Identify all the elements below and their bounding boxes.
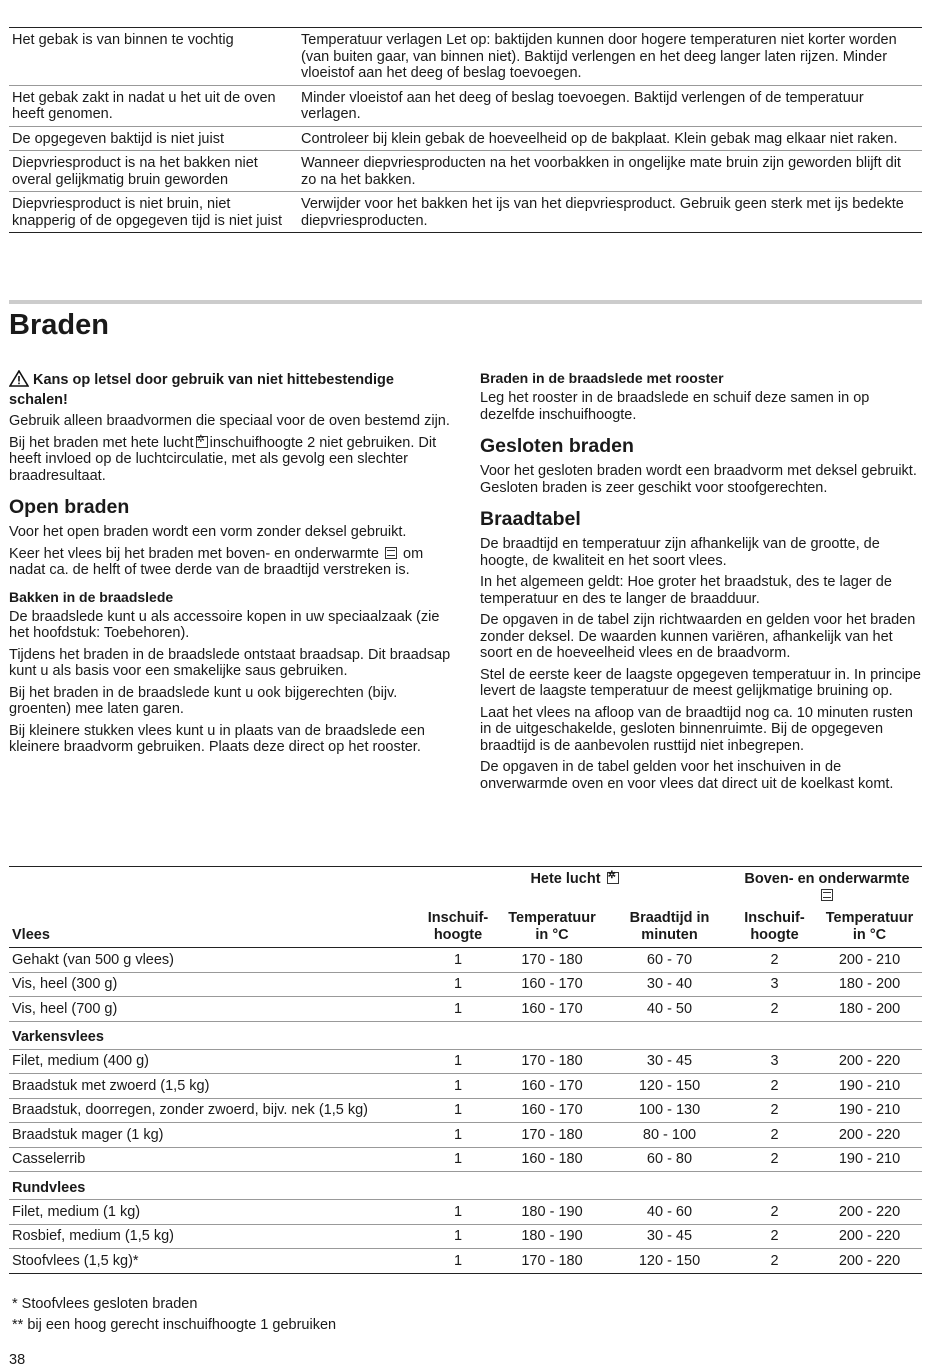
paragraph: Stel de eerste keer de laagste opgegeven temperatuur in. In principe levert de laagste temperatuur de meest gelijkmatige bruining op.	[480, 666, 921, 699]
value-cell: 1	[419, 1224, 497, 1249]
value-cell: 160 - 170	[497, 1074, 607, 1099]
value-cell: 40 - 60	[607, 1200, 732, 1225]
troubleshooting-table	[9, 27, 922, 233]
rows-group	[9, 948, 922, 1022]
text-span: Bij het braden met hete lucht	[9, 434, 194, 451]
value-cell: 2	[732, 948, 817, 973]
rows-group	[9, 1049, 922, 1172]
value-cell: 170 - 180	[497, 948, 607, 973]
value-cell: 40 - 50	[607, 997, 732, 1022]
table-row	[9, 972, 922, 997]
section-row	[9, 1172, 922, 1200]
problem-cell: De opgegeven baktijd is niet juist	[12, 130, 224, 147]
group-header-row	[9, 867, 922, 905]
value-cell: 1	[419, 1123, 497, 1148]
warning-triangle-icon	[9, 370, 29, 392]
paragraph: Voor het open braden wordt een vorm zonder deksel gebruikt.	[9, 524, 407, 540]
value-cell: 160 - 170	[497, 972, 607, 997]
value-cell: 60 - 70	[607, 948, 732, 973]
problem-cell: Diepvriesproduct is niet bruin, niet knapperig of de opgegeven tijd is niet juist	[12, 196, 283, 229]
roast-table	[9, 866, 922, 1274]
value-cell: 80 - 100	[607, 1123, 732, 1148]
table-row	[9, 1249, 922, 1274]
solution-cell: Controleer bij klein gebak de hoeveelheid op de bakplaat. Klein gebak mag elkaar niet raken.	[301, 130, 898, 147]
meat-cell: Rosbief, medium (1,5 kg)	[9, 1224, 419, 1249]
value-cell: 100 - 130	[607, 1098, 732, 1123]
table-row	[9, 1224, 922, 1249]
value-cell: 2	[732, 1098, 817, 1123]
meat-cell: Filet, medium (1 kg)	[9, 1200, 419, 1225]
paragraph: Bij kleinere stukken vlees kunt u in plaats van de braadslede een kleinere braadvorm gebruiken. Plaats deze direct op het rooster.	[9, 722, 425, 755]
footnote: ** bij een hoog gerecht inschuifhoogte 1 gebruiken	[12, 1316, 337, 1333]
section-heading-braadtabel: Braadtabel	[480, 508, 581, 530]
meat-cell: Gehakt (van 500 g vlees)	[9, 948, 419, 973]
top-bottom-heat-icon	[385, 547, 397, 559]
value-cell: 200 - 220	[817, 1200, 922, 1225]
value-cell: 1	[419, 972, 497, 997]
value-cell: 160 - 170	[497, 997, 607, 1022]
subheading-braadslede: Bakken in de braadslede	[9, 588, 174, 605]
warning-heading	[9, 370, 454, 408]
column-header: Temperatuur in °C	[497, 904, 607, 948]
solution-cell: Verwijder voor het bakken het ijs van het diepvriesproduct. Gebruik geen sterk met ijs bedekte diepvriesproducten.	[301, 196, 904, 229]
value-cell: 2	[732, 1249, 817, 1274]
value-cell: 190 - 210	[817, 1098, 922, 1123]
group-label: Boven- en onderwarmte	[744, 871, 910, 887]
warning-paragraph: Gebruik alleen braadvormen die speciaal voor de oven bestemd zijn.	[9, 413, 450, 429]
meat-cell: Stoofvlees (1,5 kg)*	[9, 1249, 419, 1274]
meat-cell: Casselerrib	[9, 1147, 419, 1172]
table-row	[9, 151, 922, 192]
group-label: Hete lucht	[530, 871, 601, 887]
column-header-row	[9, 904, 922, 948]
value-cell: 3	[732, 1049, 817, 1074]
value-cell: 200 - 220	[817, 1049, 922, 1074]
value-cell: 60 - 80	[607, 1147, 732, 1172]
table-row	[9, 1049, 922, 1074]
text-span: inschuifhoogte 2 niet gebruiken. Dit heeft invloed op de luchtcirculatie, met als gevolg een slechter braadresultaat.	[9, 434, 437, 484]
solution-cell: Wanneer diepvriesproducten na het voorbakken in ongelijke mate bruin zijn geworden blijft dit zo na het bakken.	[301, 155, 901, 188]
section-heading-open: Open braden	[9, 496, 130, 518]
meat-cell: Filet, medium (400 g)	[9, 1049, 419, 1074]
solution-cell: Temperatuur verlagen Let op: baktijden kunnen door hogere temperaturen niet korter worden (van buiten gaar, van binnen niet). Baktijd verlengen en het deeg langer laten rijzen. Minder vloeistof aan het deeg of beslag toevoegen.	[301, 32, 897, 81]
paragraph: De opgaven in de tabel zijn richtwaarden en gelden voor het braden zonder deksel. De waarden kunnen variëren, afhankelijk van het soort en de hoeveelheid vlees en de braadvorm.	[480, 612, 916, 661]
value-cell: 200 - 220	[817, 1249, 922, 1274]
section-heading-gesloten: Gesloten braden	[480, 435, 634, 457]
paragraph: Leg het rooster in de braadslede en schuif deze samen in op dezelfde inschuifhoogte.	[480, 390, 870, 423]
solution-cell: Minder vloeistof aan het deeg of beslag toevoegen. Baktijd verlengen of de temperatuur verlagen.	[301, 89, 864, 122]
column-header: Vlees	[9, 904, 419, 948]
meat-cell: Vis, heel (300 g)	[9, 972, 419, 997]
value-cell: 170 - 180	[497, 1249, 607, 1274]
table-row	[9, 28, 922, 86]
value-cell: 180 - 190	[497, 1200, 607, 1225]
problem-cell: Het gebak is van binnen te vochtig	[12, 32, 234, 48]
section-row	[9, 1021, 922, 1049]
value-cell: 180 - 190	[497, 1224, 607, 1249]
table-row	[9, 86, 922, 127]
hot-air-icon	[196, 436, 208, 448]
subheading-rooster: Braden in de braadslede met rooster	[480, 370, 724, 386]
value-cell: 200 - 220	[817, 1224, 922, 1249]
footnote: * Stoofvlees gesloten braden	[12, 1296, 198, 1312]
value-cell: 170 - 180	[497, 1123, 607, 1148]
page-title: Braden	[9, 309, 109, 341]
meat-cell: Braadstuk, doorregen, zonder zwoerd, bijv. nek (1,5 kg)	[9, 1098, 419, 1123]
warning-text: Kans op letsel door gebruik van niet hittebestendige schalen!	[9, 372, 394, 408]
value-cell: 1	[419, 1074, 497, 1099]
value-cell: 1	[419, 948, 497, 973]
warning-paragraph	[9, 435, 454, 485]
table-row	[9, 127, 922, 152]
paragraph: Tijdens het braden in de braadslede ontstaat braadsap. Dit braadsap kunt u als basis voor een smakelijke saus gebruiken.	[9, 646, 451, 679]
paragraph	[9, 546, 454, 579]
meat-cell: Braadstuk mager (1 kg)	[9, 1123, 419, 1148]
value-cell: 170 - 180	[497, 1049, 607, 1074]
paragraph: De braadtijd en temperatuur zijn afhankelijk van de grootte, de hoogte, de kwaliteit en het soort vlees.	[480, 536, 880, 569]
paragraph: De opgaven in de tabel gelden voor het inschuiven in de onverwarmde oven en voor vlees dat direct uit de koelkast komt.	[480, 759, 894, 792]
column-header: Temperatuur in °C	[817, 904, 922, 948]
value-cell: 1	[419, 1249, 497, 1274]
group-header-top-bottom	[732, 867, 922, 905]
value-cell: 180 - 200	[817, 997, 922, 1022]
value-cell: 2	[732, 1224, 817, 1249]
value-cell: 2	[732, 1123, 817, 1148]
meat-cell: Braadstuk met zwoerd (1,5 kg)	[9, 1074, 419, 1099]
rows-group	[9, 1200, 922, 1274]
value-cell: 200 - 220	[817, 1123, 922, 1148]
column-header: Inschuif-hoogte	[732, 904, 817, 948]
value-cell: 1	[419, 997, 497, 1022]
value-cell: 2	[732, 1147, 817, 1172]
value-cell: 120 - 150	[607, 1074, 732, 1099]
value-cell: 2	[732, 1074, 817, 1099]
section-divider	[9, 300, 922, 304]
value-cell: 1	[419, 1098, 497, 1123]
value-cell: 30 - 40	[607, 972, 732, 997]
table-row	[9, 997, 922, 1022]
group-header-hot-air	[419, 867, 732, 905]
column-header: Braadtijd in minuten	[607, 904, 732, 948]
meat-cell: Vis, heel (700 g)	[9, 997, 419, 1022]
value-cell: 3	[732, 972, 817, 997]
table-row	[9, 1147, 922, 1172]
value-cell: 1	[419, 1200, 497, 1225]
paragraph: Bij het braden in de braadslede kunt u ook bijgerechten (bijv. groenten) mee laten garen.	[9, 684, 398, 717]
value-cell: 180 - 200	[817, 972, 922, 997]
problem-cell: Diepvriesproduct is na het bakken niet overal gelijkmatig bruin geworden	[12, 155, 258, 188]
column-header: Inschuif-hoogte	[419, 904, 497, 948]
problem-cell: Het gebak zakt in nadat u het uit de oven heeft genomen.	[12, 89, 276, 122]
value-cell: 1	[419, 1049, 497, 1074]
footnotes	[12, 1296, 336, 1337]
table-row	[9, 192, 922, 232]
table-row	[9, 1123, 922, 1148]
section-label: Rundvlees	[9, 1172, 922, 1200]
right-column	[480, 370, 923, 797]
table-row	[9, 1098, 922, 1123]
top-bottom-heat-icon	[821, 889, 833, 901]
value-cell: 120 - 150	[607, 1249, 732, 1274]
text-span: Keer het vlees bij het braden met boven- en onderwarmte	[9, 545, 379, 562]
value-cell: 30 - 45	[607, 1224, 732, 1249]
table-row	[9, 1200, 922, 1225]
paragraph: Laat het vlees na afloop van de braadtijd nog ca. 10 minuten rusten in de uitgeschakelde, gesloten binnenruimte. Bij de opgegeven braadtijd is de aanbevolen rusttijd niet inbegrepen.	[480, 704, 913, 754]
value-cell: 200 - 210	[817, 948, 922, 973]
paragraph: Voor het gesloten braden wordt een braadvorm met deksel gebruikt. Gesloten braden is zeer geschikt voor stoofgerechten.	[480, 463, 917, 496]
value-cell: 160 - 170	[497, 1098, 607, 1123]
value-cell: 30 - 45	[607, 1049, 732, 1074]
value-cell: 2	[732, 997, 817, 1022]
section-label: Varkensvlees	[9, 1021, 922, 1049]
hot-air-icon	[607, 872, 619, 884]
value-cell: 2	[732, 1200, 817, 1225]
paragraph: De braadslede kunt u als accessoire kopen in uw speciaalzaak (zie het hoofdstuk: Toebehoren).	[9, 608, 440, 641]
value-cell: 190 - 210	[817, 1147, 922, 1172]
value-cell: 160 - 180	[497, 1147, 607, 1172]
text-span: om nadat ca. de helft of twee derde van de braadtijd verstreken is.	[9, 545, 424, 578]
table-row	[9, 1074, 922, 1099]
table-row	[9, 948, 922, 973]
value-cell: 190 - 210	[817, 1074, 922, 1099]
page-number: 38	[9, 1352, 26, 1368]
left-column	[9, 370, 454, 761]
value-cell: 1	[419, 1147, 497, 1172]
paragraph: In het algemeen geldt: Hoe groter het braadstuk, des te lager de temperatuur en des te langer de braadduur.	[480, 574, 892, 607]
